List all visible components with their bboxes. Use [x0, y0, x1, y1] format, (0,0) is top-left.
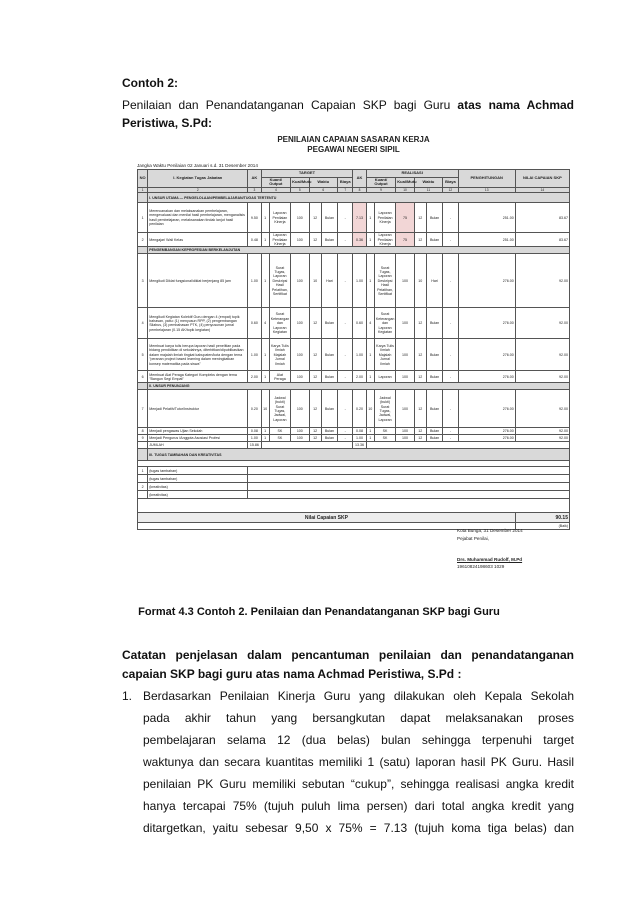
cell-ak: 0.60	[248, 308, 261, 339]
cell-output: Surat Tugas, Laporan Deskripsi Hasil Pelatihan, Sertifikat	[269, 254, 290, 308]
cell-rkual: 100	[396, 339, 414, 371]
header-kegiatan: I. Kegiatan Tugas Jabatan	[148, 170, 248, 188]
intro-paragraph	[122, 96, 574, 132]
cell-waktu-unit: Bulan	[321, 435, 337, 442]
extra-no: 2	[138, 483, 148, 491]
cell-kual: 100	[291, 308, 309, 339]
final-label: Nilai Capaian SKP	[138, 513, 516, 523]
section-label: III. TUGAS TAMBAHAN DAN KREATIVITAS	[148, 449, 570, 461]
cell-waktu: 12	[309, 308, 321, 339]
cell-kegiatan: Merencanakan dan melaksanakan pembelajaran, mengevaluasi dan menilai hasil pembelajaran, menganalisis hasil pembelajaran, melaksanakan tindak lanjut hasil penilaian	[148, 203, 248, 233]
header-waktu: Waktu	[309, 178, 338, 188]
cell-rwaktu: 12	[414, 308, 426, 339]
cell-rbiaya: -	[443, 435, 458, 442]
note-line: pada akhir tahun yang bersangkutan dapat melaksanakan proses	[143, 711, 574, 725]
section-label: I. UNSUR UTAMA — PENGELOLAAN/PEMBELAJARAN/TUGAS TERTENTU	[148, 193, 570, 203]
assessment-period: Jangka Waktu Penilaian 02 Januari s.d. 31 Desember 2014	[137, 163, 258, 168]
cell-waktu-unit: Bulan	[321, 428, 337, 435]
cell-output: SK	[269, 428, 290, 435]
cell-rak: 7.13	[353, 203, 366, 233]
table-row	[138, 203, 570, 233]
cell-ak: 1.00	[248, 254, 261, 308]
cell-kegiatan: Mengajar/ Wali Kelas	[148, 233, 248, 247]
section-pkb	[138, 247, 570, 254]
cell-hitung: 276.00	[458, 339, 515, 371]
jumlah-blank	[261, 442, 353, 449]
table-row	[138, 233, 570, 247]
cell-rkuant: 1	[366, 254, 374, 308]
cell-ak: 2.00	[248, 371, 261, 383]
cell-nilai: 83.67	[515, 203, 569, 233]
cell-nilai: 92.00	[515, 371, 569, 383]
cell-ak: 1.00	[248, 339, 261, 371]
cell-rkuant: 1	[366, 233, 374, 247]
cell-ak: 0.48	[248, 233, 261, 247]
cell-rwaktu: 10	[414, 254, 426, 308]
section-spacer	[138, 449, 148, 461]
extra-blank	[248, 483, 570, 491]
cell-kegiatan: Menjadi Pengurus /Anggota Asosiasi Profesi	[148, 435, 248, 442]
cell-no: 8	[138, 428, 148, 435]
cell-waktu: 12	[309, 390, 321, 428]
cell-output: Jadwal (bukti) Surat Tugas, Jadwal, Laporan	[269, 390, 290, 428]
cell-rwaktu-unit: Bulan	[426, 390, 442, 428]
cell-waktu-unit: Bulan	[321, 308, 337, 339]
header-real-biaya: Biaya	[443, 178, 458, 188]
extra-label: (kreativitas)	[148, 491, 248, 499]
header-real-kual: Kual/Mutu	[396, 178, 414, 188]
sign-name: Drs. Muhammad Rudolf, M.Pd	[457, 557, 523, 562]
cell-waktu-unit: Bulan	[321, 390, 337, 428]
cell-rkuant: 1	[366, 203, 374, 233]
cell-rak: 1.00	[353, 339, 366, 371]
cell-rwaktu-unit: Hari	[426, 254, 442, 308]
cell-waktu: 12	[309, 428, 321, 435]
cell-hitung: 276.00	[458, 390, 515, 428]
note-paragraph	[143, 685, 574, 839]
cell-nilai: 92.00	[515, 435, 569, 442]
cell-kuant: 1	[261, 435, 269, 442]
note-line: Berdasarkan Penilaian Kinerja Guru yang dilakukan oleh Kepala Sekolah	[143, 689, 574, 703]
jumlah-label: JUMLAH	[148, 442, 248, 449]
column-index: 9	[366, 187, 396, 192]
cell-output: Alat Peraga	[269, 371, 290, 383]
cell-rbiaya: -	[443, 339, 458, 371]
cell-waktu: 12	[309, 339, 321, 371]
cell-ak: 1.00	[248, 435, 261, 442]
cell-rbiaya: -	[443, 371, 458, 383]
cell-ak: 0.20	[248, 390, 261, 428]
column-index: 10	[396, 187, 414, 192]
cell-kual: 100	[291, 203, 309, 233]
table-row	[138, 254, 570, 308]
cell-rwaktu-unit: Bulan	[426, 203, 442, 233]
cell-waktu: 12	[309, 435, 321, 442]
cell-kegiatan: Menjadi pengawas Ujian Sekolah	[148, 428, 248, 435]
section-label: II. UNSUR PENUNJANG	[148, 383, 570, 390]
cell-hitung: 251.00	[458, 203, 515, 233]
cell-rwaktu-unit: Bulan	[426, 371, 442, 383]
header-target: TARGET	[261, 170, 353, 178]
cell-kual: 100	[291, 428, 309, 435]
cell-rwaktu-unit: Bulan	[426, 308, 442, 339]
table-row	[138, 435, 570, 442]
table-row	[138, 390, 570, 428]
extra-no	[138, 475, 148, 483]
cell-hitung: 276.00	[458, 435, 515, 442]
cell-waktu-unit: Bulan	[321, 203, 337, 233]
extra-no	[138, 491, 148, 499]
header-kuant: Kuant/ Output	[261, 178, 291, 188]
cell-rwaktu-unit: Bulan	[426, 233, 442, 247]
column-index: 11	[414, 187, 443, 192]
extra-row	[138, 475, 570, 483]
cell-rwaktu-unit: Bulan	[426, 339, 442, 371]
extra-label: (tugas tambahan)	[148, 475, 248, 483]
cell-waktu: 10	[309, 254, 321, 308]
cell-kuant: 1	[261, 339, 269, 371]
cell-rwaktu-unit: Bulan	[426, 428, 442, 435]
cell-ak: 0.08	[248, 428, 261, 435]
cell-rak: 0.60	[353, 308, 366, 339]
cell-hitung: 276.00	[458, 254, 515, 308]
note-line: pembelajaran selama 12 (dua belas) bulan sehingga terpenuhi target	[143, 733, 574, 747]
cell-hitung: 276.00	[458, 308, 515, 339]
cell-hitung: 251.00	[458, 233, 515, 247]
cell-kegiatan: Mengikuti Diklat fungsional/diklat berjenjang 85 jam	[148, 254, 248, 308]
cell-no: 6	[138, 371, 148, 383]
cell-waktu-unit: Bulan	[321, 233, 337, 247]
sign-nip: 19610824198603 1029	[457, 564, 505, 569]
note-line: hanya tercapai 75% (tujuh puluh lima persen) dari total angka kredit yang	[143, 799, 574, 813]
cell-biaya: -	[338, 371, 353, 383]
intro-bold-name: atas nama Achmad Peristiwa, S.Pd:	[122, 98, 574, 130]
extra-row	[138, 483, 570, 491]
cell-output: Laporan Penilaian Kinerja	[269, 233, 290, 247]
column-index: 5	[291, 187, 309, 192]
column-index: 14	[515, 187, 569, 192]
cell-rak: 0.20	[353, 390, 366, 428]
cell-ak: 9.50	[248, 203, 261, 233]
jumlah-real-ak: 13.36	[353, 442, 366, 449]
column-index: 4	[261, 187, 291, 192]
cell-routput: Jadwal (bukti) Surat Tugas, Jadwal, Laporan	[374, 390, 395, 428]
sign-role: Pejabat Penilai,	[457, 536, 489, 541]
cell-rkual: 100	[396, 435, 414, 442]
form-title-line1: PENILAIAN CAPAIAN SASARAN KERJA	[277, 135, 430, 144]
cell-rbiaya: -	[443, 233, 458, 247]
form-title-line2: PEGAWAI NEGERI SIPIL	[307, 145, 400, 154]
section-spacer	[138, 193, 148, 203]
cell-kuant: 1	[261, 428, 269, 435]
cell-biaya: -	[338, 233, 353, 247]
header-biaya: Biaya	[338, 178, 353, 188]
sign-place-date: Kota Bunga, 31 Desember 2014	[457, 528, 523, 533]
cell-rbiaya: -	[443, 308, 458, 339]
note-line: penilaian PK Guru memiliki sebutan “cukup”, sehingga realisasi angka kredit	[143, 777, 574, 791]
header-no: NO	[138, 170, 148, 188]
cell-biaya: -	[338, 435, 353, 442]
table-row	[138, 339, 570, 371]
table-row	[138, 428, 570, 435]
cell-kual: 100	[291, 233, 309, 247]
cell-rwaktu: 12	[414, 390, 426, 428]
cell-rkual: 100	[396, 254, 414, 308]
note-number: 1.	[122, 689, 133, 703]
cell-kual: 100	[291, 435, 309, 442]
extra-label: (kreativitas)	[148, 483, 248, 491]
cell-kual: 100	[291, 371, 309, 383]
cell-rkual: 100	[396, 371, 414, 383]
section-penunjang	[138, 383, 570, 390]
example-heading: Contoh 2:	[122, 76, 178, 90]
cell-routput: Laporan	[374, 371, 395, 383]
spacer-cell	[138, 499, 570, 513]
cell-biaya: -	[338, 254, 353, 308]
cell-rak: 1.00	[353, 435, 366, 442]
header-real-ak: AK	[353, 170, 366, 188]
skp-table	[137, 169, 570, 530]
cell-no: 2	[138, 233, 148, 247]
cell-rak: 1.00	[353, 254, 366, 308]
figure-caption: Format 4.3 Contoh 2. Penilaian dan Penandatanganan SKP bagi Guru	[138, 606, 500, 618]
cell-output: Karya Tulis Ilmiah Majalah Jurnal Ilmiah	[269, 339, 290, 371]
cell-rbiaya: -	[443, 428, 458, 435]
cell-routput: Surat Tugas, Laporan Deskripsi Hasil Pelatihan, Sertifikat	[374, 254, 395, 308]
cell-rak: 2.00	[353, 371, 366, 383]
cell-output: SK	[269, 435, 290, 442]
extra-no: 1	[138, 467, 148, 475]
header-real-waktu: Waktu	[414, 178, 443, 188]
cell-rkual: 100	[396, 308, 414, 339]
cell-nilai: 92.00	[515, 428, 569, 435]
cell-kegiatan: Membuat karya tulis berupa laporan hasil penelitian pada bidang pendidikan di sekolahnya, diterbitkan/dipublikasikan dalam majalah ilmiah tingkat kabupaten/kota dengan tema "peranan project based learning dalam meningkatkan konsep matematika pada siswa"	[148, 339, 248, 371]
cell-rwaktu: 12	[414, 428, 426, 435]
cell-biaya: -	[338, 428, 353, 435]
column-index: 7	[338, 187, 353, 192]
cell-rwaktu: 12	[414, 339, 426, 371]
cell-biaya: -	[338, 390, 353, 428]
cell-rwaktu: 12	[414, 435, 426, 442]
header-realisasi: REALISASI	[366, 170, 458, 178]
cell-kuant: 1	[261, 254, 269, 308]
column-index: 1	[138, 187, 148, 192]
cell-waktu: 12	[309, 203, 321, 233]
cell-kuant: 4	[261, 308, 269, 339]
cell-kegiatan: Menjadi Pelatih/Tutor/Instruktur	[148, 390, 248, 428]
cell-rwaktu-unit: Bulan	[426, 435, 442, 442]
cell-biaya: -	[338, 203, 353, 233]
cell-no: 5	[138, 339, 148, 371]
skp-form-image	[137, 133, 570, 570]
cell-rkual: 100	[396, 390, 414, 428]
cell-rkuant: 1	[366, 371, 374, 383]
header-ak: AK	[248, 170, 261, 188]
cell-rkual: 100	[396, 428, 414, 435]
jumlah-blank	[366, 442, 569, 449]
cell-output: Laporan Penilaian Kinerja	[269, 203, 290, 233]
extra-blank	[248, 475, 570, 483]
cell-biaya: -	[338, 308, 353, 339]
cell-rkuant: 10	[366, 390, 374, 428]
cell-kual: 100	[291, 390, 309, 428]
cell-routput: Laporan Penilaian Kinerja	[374, 203, 395, 233]
cell-rkuant: 1	[366, 435, 374, 442]
cell-rbiaya: -	[443, 203, 458, 233]
cell-no: 9	[138, 435, 148, 442]
cell-rak: 0.36	[353, 233, 366, 247]
cell-kual: 100	[291, 254, 309, 308]
cell-rkuant: 4	[366, 308, 374, 339]
extra-label: (tugas tambahan)	[148, 467, 248, 475]
cell-hitung: 276.00	[458, 371, 515, 383]
jumlah-row	[138, 442, 570, 449]
cell-rwaktu: 12	[414, 233, 426, 247]
jumlah-spacer	[138, 442, 148, 449]
cell-kegiatan: Membuat Alat Peraga Kategori Kompleks dengan tema "Bangun Segi Empat"	[148, 371, 248, 383]
cell-no: 4	[138, 308, 148, 339]
extra-blank	[248, 491, 570, 499]
cell-kual: 100	[291, 339, 309, 371]
cell-rwaktu: 12	[414, 203, 426, 233]
extra-blank	[248, 467, 570, 475]
column-index: 13	[458, 187, 515, 192]
extra-row	[138, 491, 570, 499]
cell-waktu-unit: Hari	[321, 254, 337, 308]
cell-routput: Karya Tulis Ilmiah Majalah Jurnal Ilmiah	[374, 339, 395, 371]
cell-routput: SK	[374, 435, 395, 442]
final-value: 90.15	[515, 513, 569, 523]
cell-routput: SK	[374, 428, 395, 435]
header-perhitungan: PENGHITUNGAN	[458, 170, 515, 188]
note-title: Catatan penjelasan dalam pencantuman penilaian dan penandatanganan capaian SKP bagi guru atas nama Achmad Peristiwa, S.Pd :	[122, 648, 574, 681]
cell-waktu-unit: Bulan	[321, 339, 337, 371]
cell-rkual: 75	[396, 233, 414, 247]
intro-text: Penilaian dan Penandatanganan Capaian SKP bagi Guru	[122, 98, 458, 112]
column-index: 6	[309, 187, 338, 192]
cell-kuant: 10	[261, 390, 269, 428]
final-row	[138, 513, 570, 523]
extra-row	[138, 467, 570, 475]
cell-nilai: 92.00	[515, 339, 569, 371]
header-kual: Kual/Mutu	[291, 178, 309, 188]
cell-hitung: 276.00	[458, 428, 515, 435]
header-nilai: NILAI CAPAIAN SKP	[515, 170, 569, 188]
note-line: waktunya dan secara kuantitas memiliki 1 (satu) laporan hasil PK Guru. Hasil	[143, 755, 574, 769]
cell-rwaktu: 12	[414, 371, 426, 383]
cell-no: 1	[138, 203, 148, 233]
cell-rbiaya: -	[443, 390, 458, 428]
cell-output: Surat Keterangan dan Laporan Kegiatan	[269, 308, 290, 339]
cell-rkual: 75	[396, 203, 414, 233]
cell-rkuant: 1	[366, 428, 374, 435]
spacer-row	[138, 499, 570, 513]
cell-kegiatan: Mengikuti Kegiatan Kolektif Guru dengan 4 (empat) topik bahasan, yaitu: (1) menyusun RPP, (2) pengembangan Silabus, (3) pembahasan PTK, (4) penyusunan jurnal pembelajaran (0.15 AK/topik kegiatan)	[148, 308, 248, 339]
cell-biaya: -	[338, 339, 353, 371]
section-spacer	[138, 247, 148, 254]
section-label: PENGEMBANGAN KEPROFESIAN BERKELANJUTAN	[148, 247, 570, 254]
header-row-1	[138, 170, 570, 178]
column-index: 8	[353, 187, 366, 192]
cell-waktu: 12	[309, 371, 321, 383]
header-real-kuant: Kuant/ Output	[366, 178, 396, 188]
cell-nilai: 92.00	[515, 308, 569, 339]
note-line: ditargetkan, yaitu sebesar 9,50 x 75% = 7.13 (tujuh koma tiga belas) dan	[143, 821, 574, 835]
cell-kuant: 1	[261, 371, 269, 383]
jumlah-target-ak: 15.86	[248, 442, 261, 449]
cell-nilai: 92.00	[515, 254, 569, 308]
cell-rbiaya: -	[443, 254, 458, 308]
cell-no: 7	[138, 390, 148, 428]
section-spacer	[138, 383, 148, 390]
cell-nilai: 83.67	[515, 233, 569, 247]
cell-rak: 0.08	[353, 428, 366, 435]
final-note: (Baik)	[515, 523, 569, 530]
cell-waktu: 12	[309, 233, 321, 247]
cell-routput: Laporan Penilaian Kinerja	[374, 233, 395, 247]
column-index: 2	[148, 187, 248, 192]
cell-routput: Surat Keterangan dan Laporan Kegiatan	[374, 308, 395, 339]
cell-nilai: 92.00	[515, 390, 569, 428]
column-index: 3	[248, 187, 261, 192]
table-row	[138, 308, 570, 339]
section-unsur-utama	[138, 193, 570, 203]
cell-no: 3	[138, 254, 148, 308]
cell-waktu-unit: Bulan	[321, 371, 337, 383]
cell-kuant: 1	[261, 233, 269, 247]
table-row	[138, 371, 570, 383]
cell-rkuant: 1	[366, 339, 374, 371]
column-index: 12	[443, 187, 458, 192]
section-tugas-tambahan	[138, 449, 570, 461]
cell-kuant: 1	[261, 203, 269, 233]
